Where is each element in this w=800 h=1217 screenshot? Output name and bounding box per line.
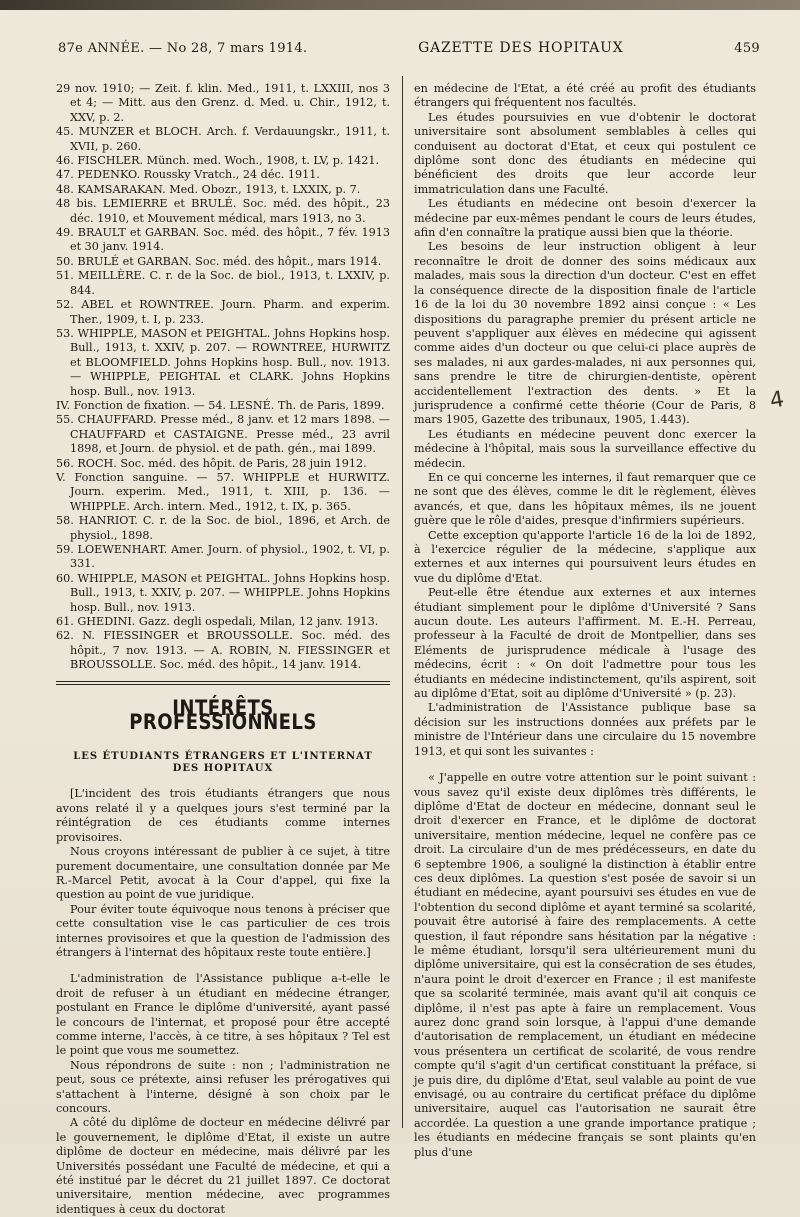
quoted-circular: « J'appelle en outre votre attention sur le point suivant : vous savez qu'il existe deux diplômes très différents, le diplôme d'Etat de docteur en médecine, donnant seul le droit d'exercer en France, et le diplôme de doctorat universitaire, mention médecine, lequel ne confère pas ce droit. La circulaire d'un de mes prédécesseurs, en date du 6 septembre 1906, a souligné la distinction à établir entre ces deux diplômes. La question s'est posée de savoir si un étudiant en médecine, ayant poursuivi ses études en vue de l'obtention du second diplôme et ayant terminé sa scolarité, pouvait être autorisé à faire des remplacements. A cette question, il faut répondre sans hésitation par la négative : le même étudiant, lorsqu'il sera ultérieurement muni du diplôme universitaire, qui est la consécration de ses études, n'aura point le droit d'exercer en France ; il est manifeste que sa scolarité terminée, mais avant qu'il ait conquis ce diplôme, il n'est pas apte à faire un remplacement. Vous aurez donc grand soin lorsque, à l'appui d'une demande d'autorisation de remplacement, un étudiant en médecine vous présentera un certificat de scolarité, de vous rendre compte qu'il s'agit d'un certificat constituant la préface, si je puis dire, du diplôme d'Etat, seul valable au point de vue envisagé, ou au contraire du certificat préface du diplôme universitaire, auquel cas l'autorisation ne saurait être accordée. La question a une grande importance pratique ; les étudiants en médecine français se sont plaints qu'en plus d'une xyxy=(414,771,756,1159)
reference-item: 56. ROCH. Soc. méd. des hôpit. de Paris, 28 juin 1912. xyxy=(56,456,367,470)
section-title: INTÉRÊTS PROFESSIONNELS xyxy=(129,695,317,735)
reference-item: 53. WHIPPLE, MASON et PEIGHTAL. Johns Hopkins hosp. Bull., 1913, t. XXIV, p. 207. — ROWNTREE, HURWITZ et BLOOMFIELD. Johns Hopkins hosp. Bull., nov. 1913. — WHIPPLE, PEIGHTAL et CLARK. Johns Hopkins hosp. Bull., nov. 1913. xyxy=(56,326,390,398)
page-header xyxy=(58,40,760,62)
reference-item: 61. GHEDINI. Gazz. degli ospedali, Milan, 12 janv. 1913. xyxy=(56,615,379,629)
reference-item: 47. PEDENKO. Roussky Vratch., 24 déc. 1911. xyxy=(56,168,320,182)
reference-item: 55. CHAUFFARD. Presse méd., 8 janv. et 12 mars 1898. — CHAUFFARD et CASTAIGNE. Presse méd., 23 avril 1898, et Journ. de physiol. et de path. gén., mai 1899. xyxy=(56,413,390,456)
body-paragraph: en médecine de l'Etat, a été créé au profit des étudiants étrangers qui fréquentent nos facultés. xyxy=(414,82,756,110)
body-paragraph: L'administration de l'Assistance publique base sa décision sur les instructions données aux préfets par le ministre de l'Intérieur dans une circulaire du 15 novembre 1913, et qui sont les suivantes : xyxy=(414,701,756,758)
reference-item: 60. WHIPPLE, MASON et PEIGHTAL. Johns Hopkins hosp. Bull., 1913, t. XXIV, p. 207. — WHIPPLE. Johns Hopkins hosp. Bull., nov. 1913. xyxy=(56,571,390,614)
reference-item: 52. ABEL et ROWNTREE. Journ. Pharm. and experim. Ther., 1909, t. I, p. 233. xyxy=(56,298,390,326)
reference-item: 58. HANRIOT. C. r. de la Soc. de biol., 1896, et Arch. de physiol., 1898. xyxy=(56,514,390,542)
editor-note-paragraph: [L'incident des trois étudiants étrangers que nous avons relaté il y a quelques jours s'est terminé par la réintégration de ces étudiants comme internes provisoires. xyxy=(56,787,390,844)
reference-item: 46. FISCHLER. Münch. med. Woch., 1908, t. LV, p. 1421. xyxy=(56,154,380,168)
page-number: 459 xyxy=(734,41,760,56)
reference-item: V. Fonction sanguine. — 57. WHIPPLE et HURWITZ. Journ. experim. Med., 1911, t. XIII, p. 136. — WHIPPLE. Arch. intern. Med., 1912, t. IX, p. 365. xyxy=(56,470,390,513)
reference-item: 62. N. FIESSINGER et BROUSSOLLE. Soc. méd. des hôpit., 7 nov. 1913. — A. ROBIN, N. FIESSINGER et BROUSSOLLE. Soc. méd. des hôpit., 14 janv. 1914. xyxy=(56,629,390,672)
body-paragraph: Les étudiants en médecine peuvent donc exercer la médecine à l'hôpital, mais sous la surveillance effective du médecin. xyxy=(414,427,756,470)
body-paragraph: En ce qui concerne les internes, il faut remarquer que ce ne sont que des élèves, comme le dit le règlement, élèves avancés, et que, dans les hôpitaux mêmes, ils ne jouent guère que le rôle d'aides, presque d'infirmiers supérieurs. xyxy=(414,470,756,528)
reference-item: 50. BRULÉ et GARBAN. Soc. méd. des hôpit., mars 1914. xyxy=(56,254,382,268)
handwritten-margin-mark: 4 xyxy=(767,386,787,415)
right-column xyxy=(414,82,756,1160)
journal-title: GAZETTE DES HOPITAUX xyxy=(418,40,624,56)
reference-item: 48 bis. LEMIERRE et BRULÉ. Soc. méd. des hôpit., 23 déc. 1910, et Mouvement médical, mars 1913, no 3. xyxy=(56,197,390,225)
reference-item: 59. LOEWENHART. Amer. Journ. of physiol., 1902, t. VI, p. 331. xyxy=(56,543,390,571)
body-paragraph: Les études poursuivies en vue d'obtenir le doctorat universitaire sont absolument semblables à celles qui conduisent au doctorat d'Etat, et ceux qui postulent ce diplôme sont donc des étudiants en médecine qui bénéficient des droits que leur accorde leur immatriculation dans une Faculté. xyxy=(414,110,756,196)
body-paragraph: Peut-elle être étendue aux externes et aux internes étudiant simplement pour le diplôme d'Université ? Sans aucun doute. Les auteurs l'affirment. M. E.-H. Perreau, professeur à la Faculté de droit de Montpellier, dans ses Eléments de jurisprudence médicale à l'usage des médecins, écrit : « On doit l'admettre pour tous les étudiants en médecine indistinctement, qu'ils aspirent, soit au diplôme d'Etat, soit au diplôme d'Université » (p. 23). xyxy=(414,586,756,701)
column-divider xyxy=(402,76,403,1128)
editor-note-paragraph: Nous croyons intéressant de publier à ce sujet, à titre purement documentaire, une consultation donnée par Me R.-Marcel Petit, avocat à la Cour d'appel, qui fixe la question au point de vue juridique. xyxy=(56,845,390,902)
body-paragraph: Cette exception qu'apporte l'article 16 de la loi de 1892, à l'exercice régulier de la médecine, s'applique aux externes et aux internes qui poursuivent leurs études en vue du diplôme d'Etat. xyxy=(414,528,756,585)
page-top-edge xyxy=(0,0,800,10)
section-rule-top xyxy=(56,681,390,682)
reference-item: IV. Fonction de fixation. — 54. LESNÉ. Th. de Paris, 1899. xyxy=(56,398,385,412)
issue-info: 87e ANNÉE. — No 28, 7 mars 1914. xyxy=(58,41,308,56)
reference-item: 51. MEILLÈRE. C. r. de la Soc. de biol., 1913, t. LXXIV, p. 844. xyxy=(56,269,390,297)
article-title-line-2: DES HOPITAUX xyxy=(172,763,274,775)
article-title-line-1: LES ÉTUDIANTS ÉTRANGERS ET L'INTERNAT xyxy=(73,751,373,763)
body-paragraph: A côté du diplôme de docteur en médecine délivré par le gouvernement, le diplôme d'Etat, il existe un autre diplôme de docteur en médecine, mais délivré par les Universités possédant une Faculté de médecine, et qui a été institué par le décret du 21 juillet 1897. Ce doctorat universitaire, mention médecine, avec programmes identiques à ceux du doctorat xyxy=(56,1116,390,1216)
body-paragraph: Les besoins de leur instruction obligent à leur reconnaître le droit de donner des soins médicaux aux malades, mais sous la direction d'un docteur. C'est en effet la conséquence directe de la disposition finale de l'article 16 de la loi du 30 novembre 1892 ainsi conçue : « Les dispositions du paragraphe premier du présent article ne peuvent s'appliquer aux élèves en médecine qui agissent comme aides d'un docteur ou que celui-ci place auprès de ses malades, ni aux gardes-malades, ni aux personnes qui, sans prendre le titre de chirurgien-dentiste, opèrent accidentellement l'extraction des dents. » Et la jurisprudence a confirmé cette théorie (Cour de Paris, 8 mars 1905, Gazette des tribunaux, 1905, 1.443). xyxy=(414,240,756,427)
body-paragraph: L'administration de l'Assistance publique a-t-elle le droit de refuser à un étudiant en médecine étranger, postulant en France le diplôme d'université, ayant passé le concours de l'internat, et proposé pour être accepté comme interne, l'accès, à ce titre, à ses hôpitaux ? Tel est le point que vous me soumettez. xyxy=(56,972,390,1058)
body-paragraph: Nous répondrons de suite : non ; l'administration ne peut, sous ce prétexte, ainsi refuser les prérogatives qui s'attachent à l'interne, désigné à son choix par le concours. xyxy=(56,1058,390,1115)
reference-item: 48. KAMSARAKAN. Med. Obozr., 1913, t. LXXIX, p. 7. xyxy=(56,182,361,196)
editor-note-paragraph: Pour éviter toute équivoque nous tenons à préciser que cette consultation vise le cas particulier de ces trois internes provisoires et que la question de l'admission des étrangers à l'internat des hôpitaux reste toute entière.] xyxy=(56,902,390,959)
section-rule-bottom xyxy=(56,684,390,685)
reference-item: 45. MUNZER et BLOCH. Arch. f. Verdauungskr., 1911, t. XVII, p. 260. xyxy=(56,125,390,153)
article-title xyxy=(56,751,390,775)
reference-item: 29 nov. 1910; — Zeit. f. klin. Med., 1911, t. LXXIII, nos 3 et 4; — Mitt. aus den Grenz. d. Med. u. Chir., 1912, t. XXV, p. 2. xyxy=(56,82,390,124)
body-paragraph: Les étudiants en médecine ont besoin d'exercer la médecine par eux-mêmes pendant le cours de leurs études, afin d'en connaître la pratique aussi bien que la théorie. xyxy=(414,197,756,240)
left-column xyxy=(56,82,390,1217)
reference-item: 49. BRAULT et GARBAN. Soc. méd. des hôpit., 7 fév. 1913 et 30 janv. 1914. xyxy=(56,226,390,254)
